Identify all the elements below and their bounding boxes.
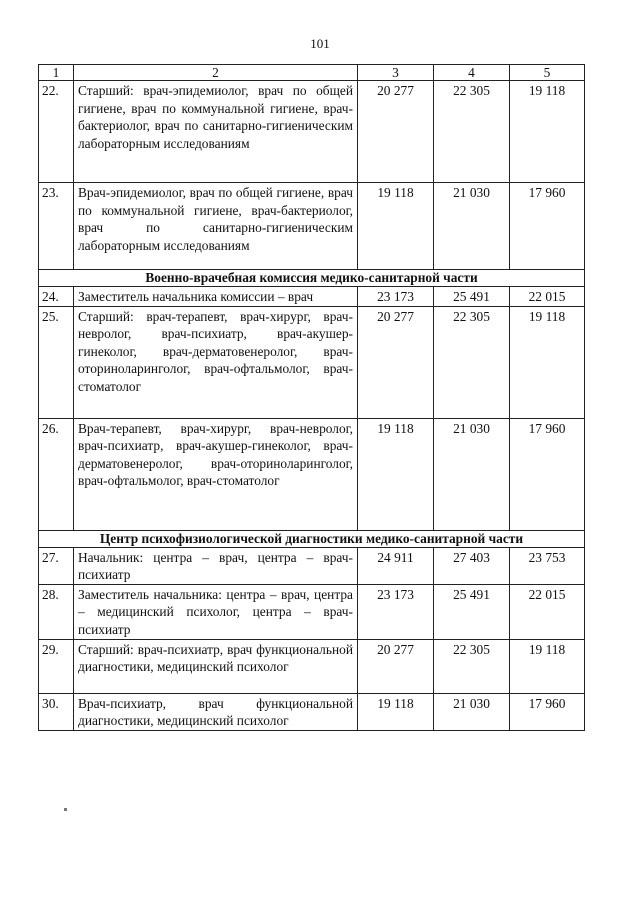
salary-table [38, 64, 585, 731]
position-title: Старший: врач-терапевт, врач-хирург, врач-невролог, врач-психиатр, врач-акушер-гинеколог, врач-дерматовенеролог, врач-оториноларинголог, врач-офтальмолог, врач-стоматолог [74, 306, 358, 418]
salary-value: 17 960 [510, 693, 585, 730]
salary-value: 24 911 [358, 547, 434, 584]
table-row [39, 306, 585, 418]
row-number: 22. [39, 81, 74, 183]
table-row [39, 693, 585, 730]
salary-value: 19 118 [358, 693, 434, 730]
header-cell: 5 [510, 65, 585, 81]
header-cell: 1 [39, 65, 74, 81]
row-number: 30. [39, 693, 74, 730]
section-row [39, 270, 585, 287]
header-cell: 3 [358, 65, 434, 81]
section-row [39, 530, 585, 547]
table-row [39, 81, 585, 183]
position-title: Начальник: центра – врач, центра – врач-психиатр [74, 547, 358, 584]
position-title: Заместитель начальника комиссии – врач [74, 287, 358, 307]
salary-value: 21 030 [434, 183, 510, 270]
position-title: Врач-психиатр, врач функциональной диагностики, медицинский психолог [74, 693, 358, 730]
header-cell: 2 [74, 65, 358, 81]
salary-value: 23 173 [358, 584, 434, 639]
salary-value: 22 305 [434, 639, 510, 693]
salary-value: 19 118 [358, 183, 434, 270]
position-title: Заместитель начальника: центра – врач, центра – медицинский психолог, центра – врач-психиатр [74, 584, 358, 639]
table-row [39, 183, 585, 270]
row-number: 24. [39, 287, 74, 307]
position-title: Врач-терапевт, врач-хирург, врач-невролог, врач-психиатр, врач-акушер-гинеколог, врач-дерматовенеролог, врач-оториноларинголог, врач-офтальмолог, врач-стоматолог [74, 418, 358, 530]
scan-speck [64, 808, 67, 811]
header-cell: 4 [434, 65, 510, 81]
salary-value: 20 277 [358, 639, 434, 693]
salary-value: 22 015 [510, 584, 585, 639]
position-title: Старший: врач-эпидемиолог, врач по общей гигиене, врач по коммунальной гигиене, врач-бактериолог, врач по санитарно-гигиеническим лабораторным исследованиям [74, 81, 358, 183]
salary-value: 25 491 [434, 287, 510, 307]
table-row [39, 584, 585, 639]
page-number: 101 [310, 36, 330, 51]
row-number: 29. [39, 639, 74, 693]
salary-value: 22 015 [510, 287, 585, 307]
salary-value: 17 960 [510, 418, 585, 530]
row-number: 28. [39, 584, 74, 639]
salary-value: 19 118 [510, 81, 585, 183]
salary-value: 23 173 [358, 287, 434, 307]
salary-value: 25 491 [434, 584, 510, 639]
salary-value: 22 305 [434, 306, 510, 418]
salary-value: 27 403 [434, 547, 510, 584]
row-number: 26. [39, 418, 74, 530]
position-title: Врач-эпидемиолог, врач по общей гигиене, врач по коммунальной гигиене, врач-бактериолог, врач по санитарно-гигиеническим лабораторным исследованиям [74, 183, 358, 270]
salary-value: 17 960 [510, 183, 585, 270]
salary-value: 22 305 [434, 81, 510, 183]
salary-value: 19 118 [358, 418, 434, 530]
row-number: 25. [39, 306, 74, 418]
position-title: Старший: врач-психиатр, врач функциональной диагностики, медицинский психолог [74, 639, 358, 693]
table-row [39, 639, 585, 693]
row-number: 23. [39, 183, 74, 270]
salary-value: 19 118 [510, 639, 585, 693]
salary-value: 23 753 [510, 547, 585, 584]
section-title: Центр психофизиологической диагностики медико-санитарной части [39, 530, 585, 547]
salary-value: 20 277 [358, 81, 434, 183]
table-row [39, 418, 585, 530]
table-row [39, 547, 585, 584]
salary-value: 21 030 [434, 693, 510, 730]
salary-value: 20 277 [358, 306, 434, 418]
salary-value: 21 030 [434, 418, 510, 530]
section-title: Военно-врачебная комиссия медико-санитарной части [39, 270, 585, 287]
table-header-row [39, 65, 585, 81]
salary-value: 19 118 [510, 306, 585, 418]
row-number: 27. [39, 547, 74, 584]
table-row [39, 287, 585, 307]
